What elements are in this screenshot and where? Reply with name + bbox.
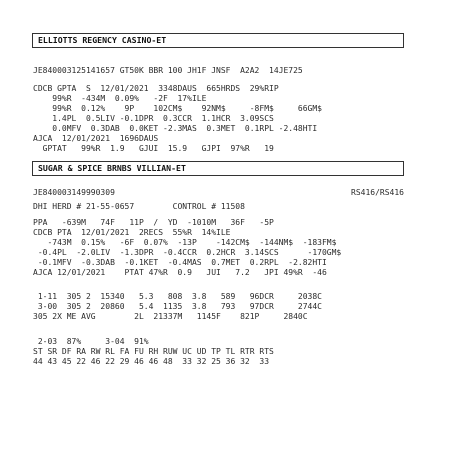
sire-cdcb-gpta-line: CDCB GPTA S 12/01/2021 3348DAUS 665HRDS 29%RIP xyxy=(33,84,279,93)
dam-traits-header: ST SR DF RA RW RL FA FU RH RUW UC UD TP TL RTR RTS xyxy=(33,347,274,356)
dam-wellness-line: -0.1MFV -0.3DAB -0.1KET -0.4MAS 0.7MET 0.2RPL -2.82HTI xyxy=(33,258,327,267)
dam-record-row: 1-11 305 2 15340 5.3 808 3.8 589 96DCR 2038C xyxy=(33,292,322,301)
dam-traits-values: 44 43 45 22 46 22 29 46 46 48 33 32 25 36 32 33 xyxy=(33,357,270,366)
dam-record-avg-row: 305 2X ME AVG 2L 21337M 1145F 821P 2840C xyxy=(33,312,308,321)
sire-index-line: 99%R 0.12% 9P 102CM$ 92NM$ -8FM$ 66GM$ xyxy=(33,104,322,113)
sire-name: ELLIOTTS REGENCY CASINO-ET xyxy=(38,35,167,45)
sire-id-line: JE840003125141657 GT50K BBR 100 JH1F JNSF A2A2 14JE725 xyxy=(33,66,303,75)
sire-wellness-line: 0.0MFV 0.3DAB 0.0KET -2.3MAS 0.3MET 0.1RPL -2.48HTI xyxy=(33,124,318,133)
sire-ajca-line: AJCA 12/01/2021 1696DAUS xyxy=(33,134,159,143)
sire-name-box xyxy=(32,33,404,48)
sire-gptat-line: GPTAT 99%R 1.9 GJUI 15.9 GJPI 97%R 19 xyxy=(33,144,274,153)
dam-cdcb-pta-line: CDCB PTA 12/01/2021 2RECS 55%R 14%ILE xyxy=(33,228,231,237)
sire-health-line: 1.4PL 0.5LIV -0.1DPR 0.3CCR 1.1HCR 3.09SCS xyxy=(33,114,274,123)
dam-ppa-line: PPA -639M 74F 11P / YD -1010M 36F -5P xyxy=(33,218,274,227)
dam-id-line: JE840003149990309 xyxy=(33,188,115,197)
sire-production-line: 99%R -434M 0.09% -2F 17%ILE xyxy=(33,94,207,103)
dam-name: SUGAR & SPICE BRNBS VILLIAN-ET xyxy=(38,163,186,173)
dam-herd-line: DHI HERD # 21-55-0657 CONTROL # 11508 xyxy=(33,202,245,211)
dam-classification-line: 2-03 87% 3-04 91% xyxy=(33,337,149,346)
dam-ajca-line: AJCA 12/01/2021 PTAT 47%R 0.9 JUI 7.2 JPI 49%R -46 xyxy=(33,268,327,277)
dam-health-line: -0.4PL -2.0LIV -1.3DPR -0.4CCR 0.2HCR 3.14SCS -170GM$ xyxy=(33,248,342,257)
dam-id-right: RS416/RS416 xyxy=(351,188,404,197)
dam-record-row: 3-00 305 2 20860 5.4 1135 3.8 793 97DCR 2744C xyxy=(33,302,322,311)
dam-production-line: -743M 0.15% -6F 0.07% -13P -142CM$ -144NM$ -183FM$ xyxy=(33,238,337,247)
dam-name-box xyxy=(32,161,404,176)
